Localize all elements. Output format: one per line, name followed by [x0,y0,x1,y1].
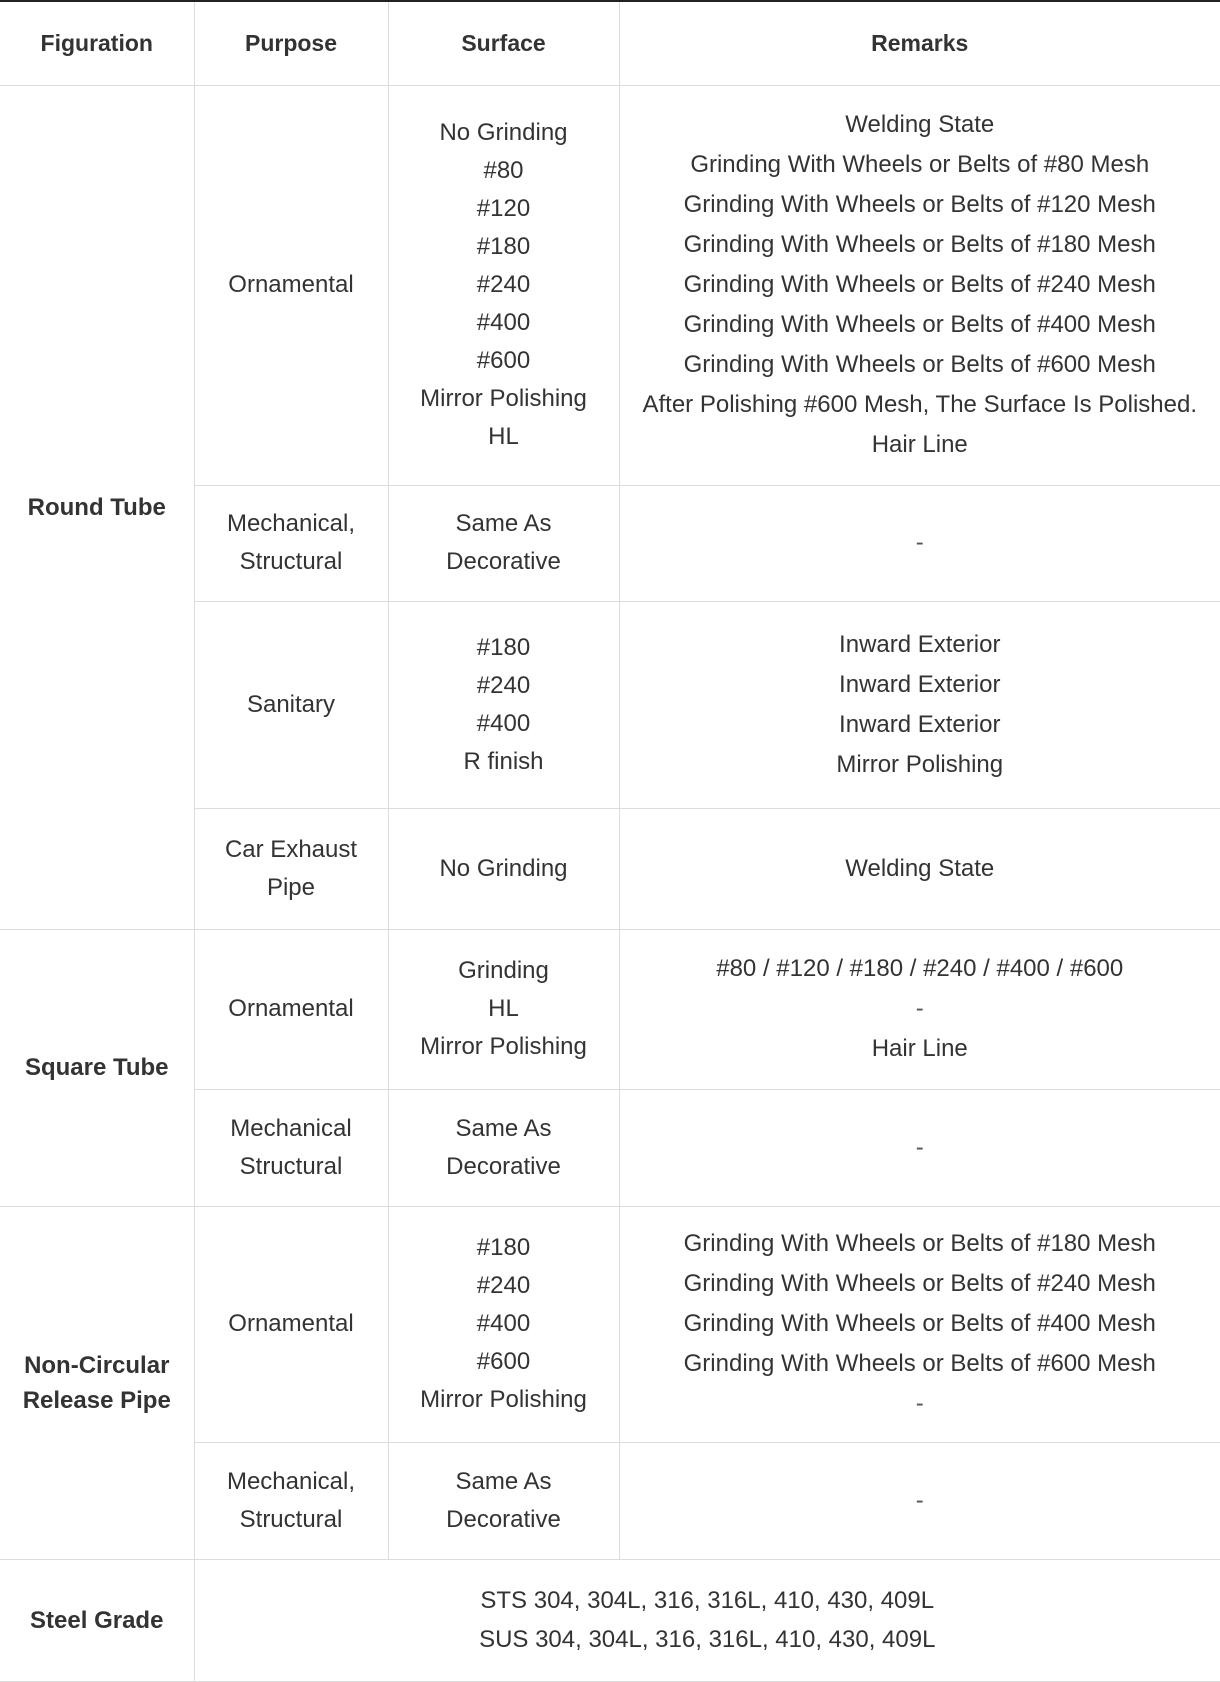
remarks-cell-line: Grinding With Wheels or Belts of #400 Mesh [683,311,1156,338]
purpose-cell-line: Ornamental [228,995,354,1022]
surface-cell [388,85,619,485]
purpose-cell [194,808,388,929]
surface-cell-line: #180 [476,1234,531,1261]
table-row [0,929,1220,1089]
purpose-cell [194,1089,388,1206]
surface-cell-line: #400 [476,1310,531,1337]
table-row [0,85,1220,485]
remarks-cell-line: Inward Exterior [839,710,1001,738]
purpose-cell [194,1442,388,1559]
surface-cell-line: #600 [476,347,531,374]
surface-cell-line: Mirror Polishing [420,1033,587,1060]
purpose-cell [194,601,388,808]
surface-cell-line: #240 [476,671,531,699]
purpose-cell [194,85,388,485]
surface-cell-line: #600 [476,1348,531,1375]
purpose-cell [194,485,388,601]
remarks-cell-line: Welding State [845,854,995,882]
remarks-cell [619,1206,1220,1442]
surface-cell-line: #400 [476,309,531,336]
remarks-cell-line: Grinding With Wheels or Belts of #600 Mesh [683,351,1156,378]
surface-cell-line: #240 [476,271,531,298]
purpose-cell-line: Ornamental [228,1310,354,1337]
purpose-cell-line: Pipe [266,873,316,901]
figuration-round-tube: Round Tube [0,85,194,929]
figuration-square-tube: Square Tube [0,929,194,1206]
surface-cell-line: #240 [476,1272,531,1299]
surface-cell [388,808,619,929]
figuration-non-circular-release-pipe: Non-Circular Release Pipe [0,1206,194,1559]
remarks-cell [619,85,1220,485]
purpose-cell-line: Structural [239,548,343,575]
remarks-cell-line: Grinding With Wheels or Belts of #400 Mesh [683,1310,1156,1337]
remarks-cell-line: Hair Line [871,431,968,458]
purpose-cell-line: Mechanical [230,1114,352,1142]
surface-cell [388,1206,619,1442]
remarks-cell-line: Grinding With Wheels or Belts of #120 Mesh [683,191,1156,218]
table-row [0,1206,1220,1442]
surface-cell-line: Same As [455,1467,552,1495]
remarks-cell-line: Grinding With Wheels or Belts of #600 Mesh [683,1350,1156,1377]
surface-cell-line: HL [488,423,519,450]
surface-cell [388,1089,619,1206]
purpose-cell-line: Structural [239,1152,343,1180]
purpose-cell-line: Car Exhaust [224,835,358,863]
surface-cell-line: #80 [483,157,524,184]
surface-cell-line: Decorative [446,548,561,575]
steel-grade-line: STS 304, 304L, 316, 316L, 410, 430, 409L [480,1587,935,1614]
remarks-cell-line: - [915,529,924,556]
steel-grade-line: SUS 304, 304L, 316, 316L, 410, 430, 409L [479,1626,936,1653]
remarks-cell [619,601,1220,808]
surface-cell [388,1442,619,1559]
remarks-cell-line: Grinding With Wheels or Belts of #240 Mesh [683,271,1156,298]
surface-cell [388,601,619,808]
table-body [0,85,1220,1681]
purpose-cell-line: Structural [239,1505,343,1533]
remarks-cell-line: After Polishing #600 Mesh, The Surface Is Polished. [642,391,1198,418]
remarks-cell-line: Grinding With Wheels or Belts of #180 Mesh [683,231,1156,258]
remarks-cell [619,485,1220,601]
remarks-cell-line: - [915,1133,924,1161]
surface-cell-line: No Grinding [439,119,568,146]
purpose-cell [194,929,388,1089]
remarks-cell-line: Inward Exterior [839,670,1001,698]
header-row [0,1,1220,85]
purpose-cell [194,1206,388,1442]
remarks-cell [619,1442,1220,1559]
remarks-cell-line: Hair Line [871,1035,968,1062]
header-purpose: Purpose [194,1,388,85]
surface-cell-line: Decorative [446,1152,561,1180]
remarks-cell-line: Grinding With Wheels or Belts of #240 Mesh [683,1270,1156,1297]
surface-cell-line: #180 [476,233,531,260]
remarks-cell-line: Grinding With Wheels or Belts of #180 Mesh [683,1230,1156,1257]
purpose-cell-line: Ornamental [228,271,354,298]
remarks-cell-line: Mirror Polishing [836,750,1004,778]
surface-cell-line: Same As [455,1114,552,1142]
surface-cell-line: #400 [476,709,531,737]
surface-cell-line: Same As [455,510,552,537]
remarks-cell-line: Grinding With Wheels or Belts of #80 Mesh [690,151,1150,178]
surface-cell [388,485,619,601]
remarks-cell-line: - [915,1390,924,1417]
surface-cell-line: Decorative [446,1505,561,1533]
purpose-cell-line: Mechanical, [226,510,356,537]
remarks-cell-line: - [915,995,924,1022]
surface-cell-line: #180 [476,633,531,661]
header-surface: Surface [388,1,619,85]
steel-grade-values [194,1559,1220,1681]
surface-cell-line: HL [488,995,519,1022]
surface-cell-line: R finish [463,747,544,775]
remarks-cell [619,808,1220,929]
remarks-cell-line: - [915,1486,924,1514]
surface-cell-line: Grinding [458,957,549,984]
remarks-cell-line: Inward Exterior [839,630,1001,658]
surface-cell-line: #120 [476,195,531,222]
surface-cell-line: Mirror Polishing [420,385,587,412]
header-figuration: Figuration [0,1,194,85]
header-remarks: Remarks [619,1,1220,85]
remarks-cell [619,929,1220,1089]
steel-grade-label: Steel Grade [0,1559,194,1681]
remarks-cell-line: #80 / #120 / #180 / #240 / #400 / #600 [716,955,1124,982]
remarks-cell-line: Welding State [845,111,995,138]
remarks-cell [619,1089,1220,1206]
purpose-cell-line: Mechanical, [226,1467,356,1495]
surface-cell-line: No Grinding [439,854,568,882]
surface-cell [388,929,619,1089]
surface-cell-line: Mirror Polishing [420,1386,587,1413]
purpose-cell-line: Sanitary [246,690,336,718]
steel-grade-row [0,1559,1220,1681]
